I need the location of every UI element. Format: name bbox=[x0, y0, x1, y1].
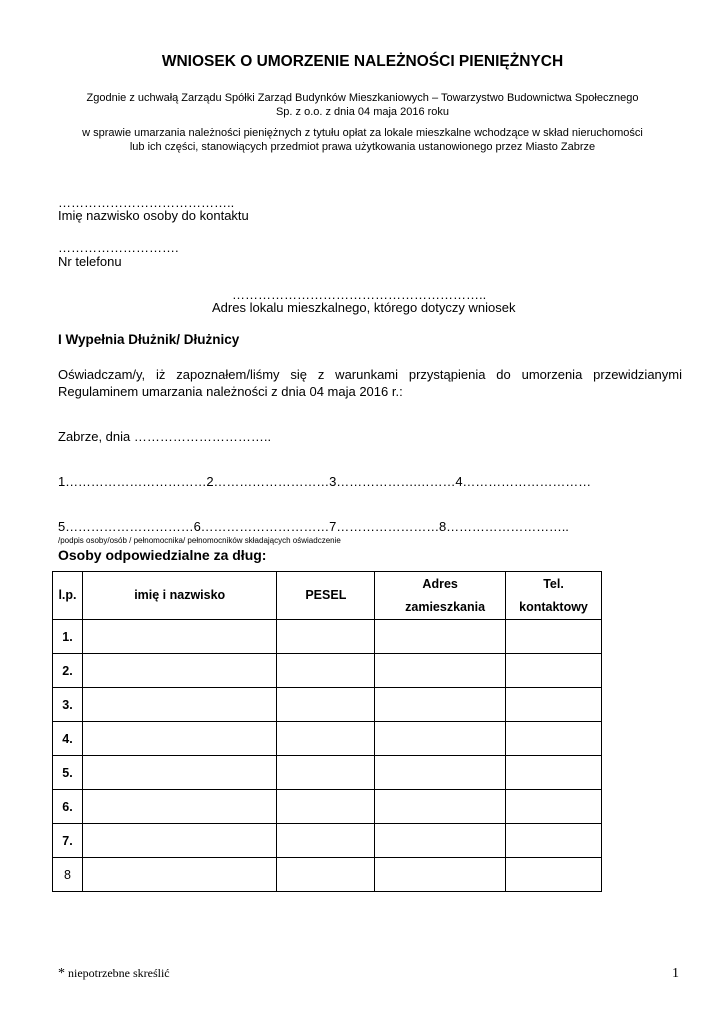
place-date-field[interactable]: Zabrze, dnia ………………………….. bbox=[58, 429, 272, 444]
row-number: 3. bbox=[53, 688, 83, 722]
name-cell[interactable] bbox=[82, 756, 277, 790]
address-cell[interactable] bbox=[375, 824, 506, 858]
address-cell[interactable] bbox=[375, 756, 506, 790]
scope-line-2: lub ich części, stanowiących przedmiot prawa użytkowania ustanowionego przez Miasto Zabrze bbox=[129, 141, 596, 153]
table-row bbox=[53, 756, 602, 790]
table-header-row bbox=[53, 572, 602, 620]
phone-label: Nr telefonu bbox=[58, 254, 122, 269]
debtors-table bbox=[52, 571, 602, 892]
phone-field[interactable]: ………………………. bbox=[58, 240, 179, 255]
phone-cell[interactable] bbox=[506, 654, 602, 688]
pesel-cell[interactable] bbox=[277, 756, 375, 790]
address-cell[interactable] bbox=[375, 790, 506, 824]
column-header-name: imię i nazwisko bbox=[82, 572, 277, 620]
phone-cell[interactable] bbox=[506, 688, 602, 722]
column-header-phone: Tel. kontaktowy bbox=[506, 572, 602, 620]
scope-line-1: w sprawie umarzania należności pieniężnych z tytułu opłat za lokale mieszkalne wchodzące w skład nieruchomości bbox=[82, 127, 643, 139]
phone-cell[interactable] bbox=[506, 858, 602, 892]
row-number: 1. bbox=[53, 620, 83, 654]
resolution-reference bbox=[40, 91, 685, 119]
row-number: 6. bbox=[53, 790, 83, 824]
pesel-cell[interactable] bbox=[277, 654, 375, 688]
asterisk-mark: * bbox=[58, 966, 65, 981]
row-number: 4. bbox=[53, 722, 83, 756]
footnote bbox=[58, 966, 170, 982]
section-1-heading: I Wypełnia Dłużnik/ Dłużnicy bbox=[58, 332, 240, 347]
address-label: Adres lokalu mieszkalnego, którego dotyczy wniosek bbox=[212, 300, 516, 315]
pesel-cell[interactable] bbox=[277, 858, 375, 892]
address-field[interactable]: ………………………………………………….. bbox=[232, 287, 487, 302]
name-cell[interactable] bbox=[82, 858, 277, 892]
address-cell[interactable] bbox=[375, 722, 506, 756]
table-row bbox=[53, 654, 602, 688]
page-number: 1 bbox=[672, 966, 679, 981]
contact-name-label: Imię nazwisko osoby do kontaktu bbox=[58, 208, 249, 223]
table-row bbox=[53, 722, 602, 756]
table-row bbox=[53, 620, 602, 654]
pesel-cell[interactable] bbox=[277, 620, 375, 654]
name-cell[interactable] bbox=[82, 824, 277, 858]
signatures-row-2[interactable]: 5…………………………6…………………………7……………………8……………………….. bbox=[58, 519, 569, 534]
phone-cell[interactable] bbox=[506, 722, 602, 756]
resolution-line-2: Sp. z o.o. z dnia 04 maja 2016 roku bbox=[275, 106, 450, 118]
phone-cell[interactable] bbox=[506, 620, 602, 654]
signatures-row-1[interactable]: 1……………………………2………………………3……………….………4………………………… bbox=[58, 474, 591, 489]
table-row bbox=[53, 824, 602, 858]
name-cell[interactable] bbox=[82, 654, 277, 688]
table-row bbox=[53, 688, 602, 722]
declaration-text bbox=[58, 366, 682, 400]
name-cell[interactable] bbox=[82, 620, 277, 654]
column-header-pesel: PESEL bbox=[277, 572, 375, 620]
table-row bbox=[53, 858, 602, 892]
address-cell[interactable] bbox=[375, 858, 506, 892]
signature-caption: /podpis osoby/osób / pełnomocnika/ pełnomocników składających oświadczenie bbox=[58, 536, 341, 545]
contact-name-field[interactable]: ………………………………….. bbox=[58, 195, 235, 210]
scope-description bbox=[40, 126, 685, 154]
pesel-cell[interactable] bbox=[277, 722, 375, 756]
footnote-text: niepotrzebne skreślić bbox=[68, 966, 170, 980]
name-cell[interactable] bbox=[82, 790, 277, 824]
row-number: 8 bbox=[53, 858, 83, 892]
pesel-cell[interactable] bbox=[277, 824, 375, 858]
row-number: 2. bbox=[53, 654, 83, 688]
debtors-heading: Osoby odpowiedzialne za dług: bbox=[58, 547, 267, 563]
pesel-cell[interactable] bbox=[277, 688, 375, 722]
name-cell[interactable] bbox=[82, 688, 277, 722]
table-row bbox=[53, 790, 602, 824]
phone-cell[interactable] bbox=[506, 790, 602, 824]
phone-cell[interactable] bbox=[506, 824, 602, 858]
address-cell[interactable] bbox=[375, 620, 506, 654]
address-cell[interactable] bbox=[375, 688, 506, 722]
address-cell[interactable] bbox=[375, 654, 506, 688]
phone-cell[interactable] bbox=[506, 756, 602, 790]
resolution-line-1: Zgodnie z uchwałą Zarządu Spółki Zarząd Budynków Mieszkaniowych – Towarzystwo Budownictwa Społecznego bbox=[86, 92, 639, 104]
declaration-line-1: Oświadczam/y, iż zapoznałem/liśmy się z warunkami przystąpienia do umorzenia przewidzianymi bbox=[58, 367, 682, 382]
page-title: WNIOSEK O UMORZENIE NALEŻNOŚCI PIENIĘŻNYCH bbox=[161, 53, 564, 70]
name-cell[interactable] bbox=[82, 722, 277, 756]
pesel-cell[interactable] bbox=[277, 790, 375, 824]
column-header-lp: l.p. bbox=[53, 572, 83, 620]
row-number: 7. bbox=[53, 824, 83, 858]
row-number: 5. bbox=[53, 756, 83, 790]
column-header-address: Adres zamieszkania bbox=[375, 572, 506, 620]
declaration-line-2: Regulaminem umarzania należności z dnia 04 maja 2016 r.: bbox=[58, 384, 403, 399]
